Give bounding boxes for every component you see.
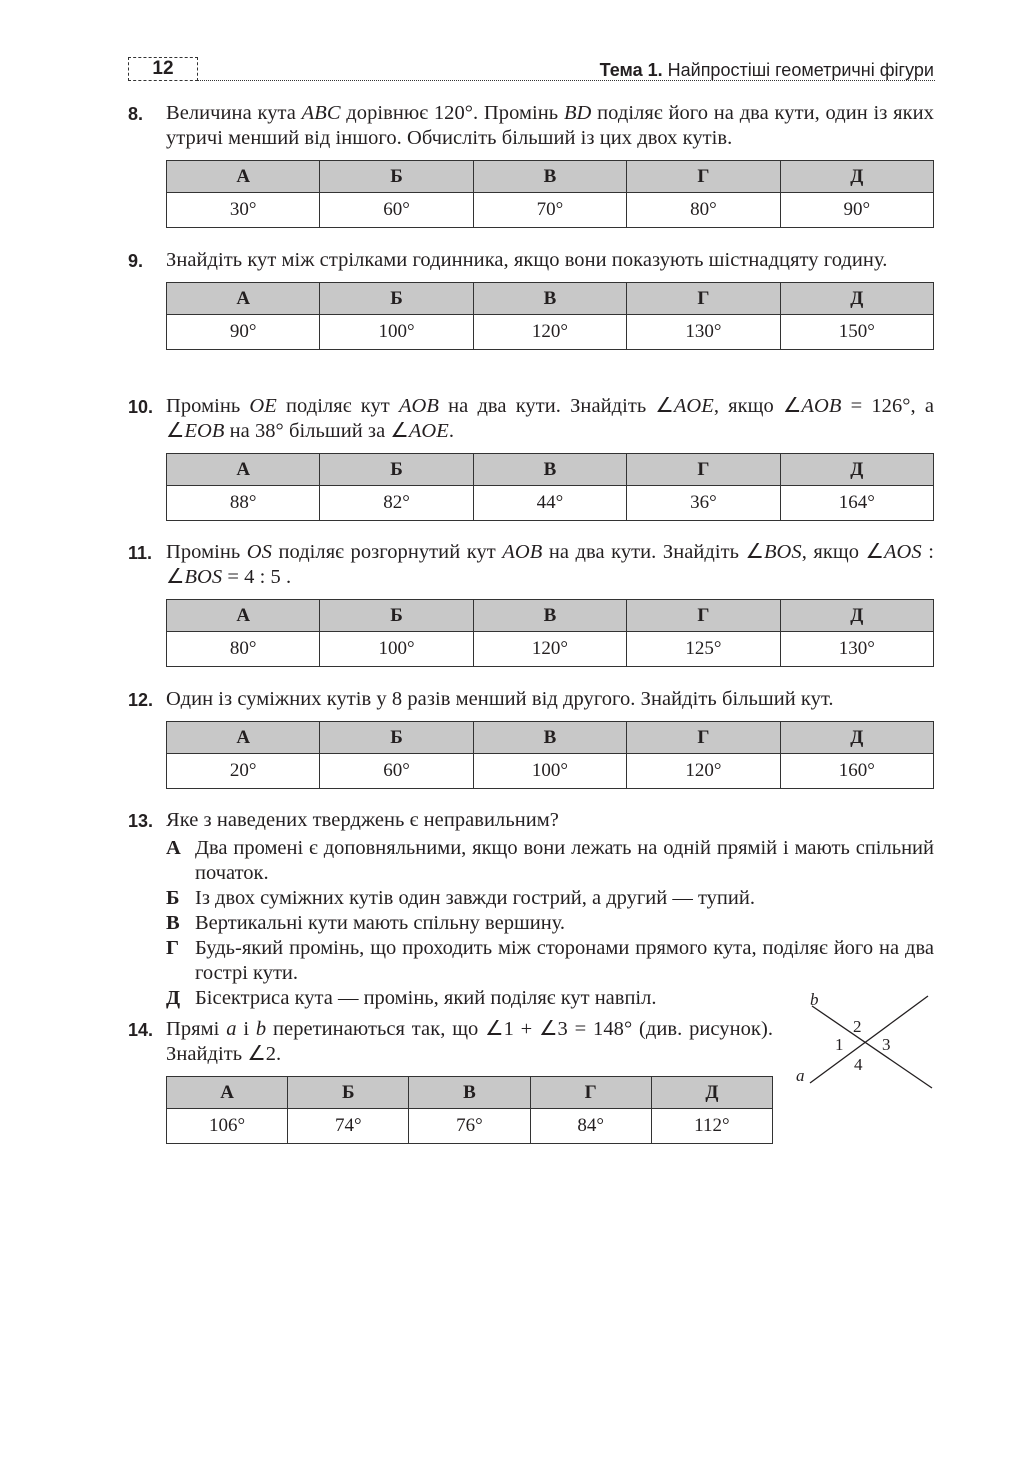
answer-cell: 120° [473, 315, 626, 350]
answer-cell: 60° [320, 754, 473, 789]
option-header: Д [780, 161, 933, 193]
option-letter: В [166, 912, 180, 934]
problem-12 [128, 687, 934, 789]
answer-cell: 160° [780, 754, 933, 789]
problem-10 [128, 394, 934, 521]
option-header: Б [320, 283, 473, 315]
angle-label-1: 1 [835, 1035, 844, 1054]
problem-9 [128, 248, 934, 350]
option-header: Б [288, 1077, 409, 1109]
problem-number: 9. [128, 251, 144, 271]
option-header: А [167, 283, 320, 315]
option-letter: Д [166, 987, 181, 1009]
line-b [812, 1006, 932, 1088]
answer-cell: 80° [167, 632, 320, 667]
answer-cell: 90° [167, 315, 320, 350]
option-d [166, 986, 736, 1011]
option-text: Із двох суміжних кутів один завжди гострий, а другий — тупий. [195, 887, 755, 909]
problem-text: Промінь OE поділяє кут AOB на два кути. Знайдіть ∠AOE, якщо ∠AOB = 126°, а ∠EOB на 38° більший за ∠AOE. [166, 395, 934, 442]
option-a [166, 836, 934, 886]
problem-number: 11. [128, 543, 153, 563]
option-header: А [167, 454, 320, 486]
option-b [166, 886, 934, 911]
option-header: Г [627, 454, 780, 486]
answer-cell: 90° [780, 193, 933, 228]
topic-title: Найпростіші геометричні фігури [667, 60, 934, 80]
option-header: Д [651, 1077, 772, 1109]
option-header: В [473, 161, 626, 193]
answer-cell: 125° [627, 632, 780, 667]
answer-cell: 164° [780, 486, 933, 521]
answer-cell: 88° [167, 486, 320, 521]
option-header: А [167, 722, 320, 754]
line-a [810, 996, 928, 1083]
option-header: В [473, 454, 626, 486]
problem-number: 10. [128, 397, 154, 417]
answer-table [166, 282, 934, 350]
problem-number: 12. [128, 690, 154, 710]
problem-14 [128, 1017, 773, 1144]
problem-text: Один із суміжних кутів у 8 разів менший від другого. Знайдіть більший кут. [166, 688, 834, 710]
angle-label-3: 3 [882, 1035, 891, 1054]
option-text: Будь-який промінь, що проходить між сторонами прямого кута, поділяє його на два гострі кути. [195, 937, 934, 984]
answer-cell: 84° [530, 1109, 651, 1144]
answer-cell: 112° [651, 1109, 772, 1144]
problem-11 [128, 540, 934, 667]
answer-cell: 130° [627, 315, 780, 350]
answer-table [166, 599, 934, 667]
answer-cell: 100° [320, 632, 473, 667]
answer-cell: 20° [167, 754, 320, 789]
answer-cell: 74° [288, 1109, 409, 1144]
answer-cell: 76° [409, 1109, 530, 1144]
label-a: a [796, 1066, 805, 1085]
option-header: А [167, 161, 320, 193]
option-header: А [167, 600, 320, 632]
option-header: Д [780, 283, 933, 315]
answer-cell: 60° [320, 193, 473, 228]
option-header: Д [780, 722, 933, 754]
problem-number: 8. [128, 104, 144, 124]
answer-cell: 82° [320, 486, 473, 521]
problem-number: 13. [128, 811, 154, 831]
answer-cell: 44° [473, 486, 626, 521]
problem-text: Яке з наведених тверджень є неправильним? [166, 809, 559, 831]
option-header: В [409, 1077, 530, 1109]
option-header: А [167, 1077, 288, 1109]
angle-label-2: 2 [853, 1017, 862, 1036]
problem-8 [128, 101, 934, 228]
option-header: Д [780, 600, 933, 632]
answer-cell: 120° [627, 754, 780, 789]
option-header: Г [627, 722, 780, 754]
problem-number: 14. [128, 1020, 154, 1040]
problem-13 [128, 808, 934, 1011]
option-header: Б [320, 454, 473, 486]
answer-cell: 30° [167, 193, 320, 228]
label-b: b [810, 990, 819, 1009]
intersecting-lines-figure [790, 988, 940, 1093]
angle-label-4: 4 [854, 1055, 863, 1074]
option-header: Г [627, 600, 780, 632]
option-header: Б [320, 600, 473, 632]
option-header: Г [627, 161, 780, 193]
answer-cell: 100° [473, 754, 626, 789]
option-header: В [473, 600, 626, 632]
option-letter: А [166, 837, 181, 859]
answer-cell: 150° [780, 315, 933, 350]
answer-cell: 80° [627, 193, 780, 228]
option-text: Вертикальні кути мають спільну вершину. [195, 912, 566, 934]
problem-text: Промінь OS поділяє розгорнутий кут AOB на два кути. Знайдіть ∠BOS, якщо ∠AOS : ∠BOS = 4 : 5 . [166, 541, 934, 588]
answer-table [166, 160, 934, 228]
problem-text: Прямі a і b перетинаються так, що ∠1 + ∠3 = 148° (див. рисунок). Знайдіть ∠2. [166, 1018, 773, 1065]
option-v [166, 911, 934, 936]
answer-cell: 100° [320, 315, 473, 350]
answer-cell: 36° [627, 486, 780, 521]
answer-table [166, 721, 934, 789]
problem-text: Величина кута ABC дорівнює 120°. Промінь BD поділяє його на два кути, один із яких утричі менший від іншого. Обчисліть більший із цих двох кутів. [166, 102, 934, 149]
option-text: Два промені є доповняльними, якщо вони лежать на одній прямій і мають спільний початок. [195, 837, 934, 884]
option-letter: Б [166, 887, 180, 909]
answer-cell: 130° [780, 632, 933, 667]
option-header: Г [530, 1077, 651, 1109]
option-header: Д [780, 454, 933, 486]
answer-cell: 70° [473, 193, 626, 228]
answer-table [166, 453, 934, 521]
answer-cell: 106° [167, 1109, 288, 1144]
option-header: В [473, 283, 626, 315]
option-text: Бісектриса кута — промінь, який поділяє кут навпіл. [195, 987, 657, 1009]
running-head [600, 60, 934, 81]
answer-cell: 120° [473, 632, 626, 667]
option-header: В [473, 722, 626, 754]
answer-table [166, 1076, 773, 1144]
option-g [166, 936, 934, 986]
option-letter: Г [166, 937, 180, 959]
option-header: Б [320, 161, 473, 193]
topic-label: Тема 1. [599, 60, 663, 80]
option-header: Б [320, 722, 473, 754]
option-header: Г [627, 283, 780, 315]
problem-text: Знайдіть кут між стрілками годинника, якщо вони показують шістнадцяту годину. [166, 249, 888, 271]
page-number: 12 [128, 57, 198, 81]
